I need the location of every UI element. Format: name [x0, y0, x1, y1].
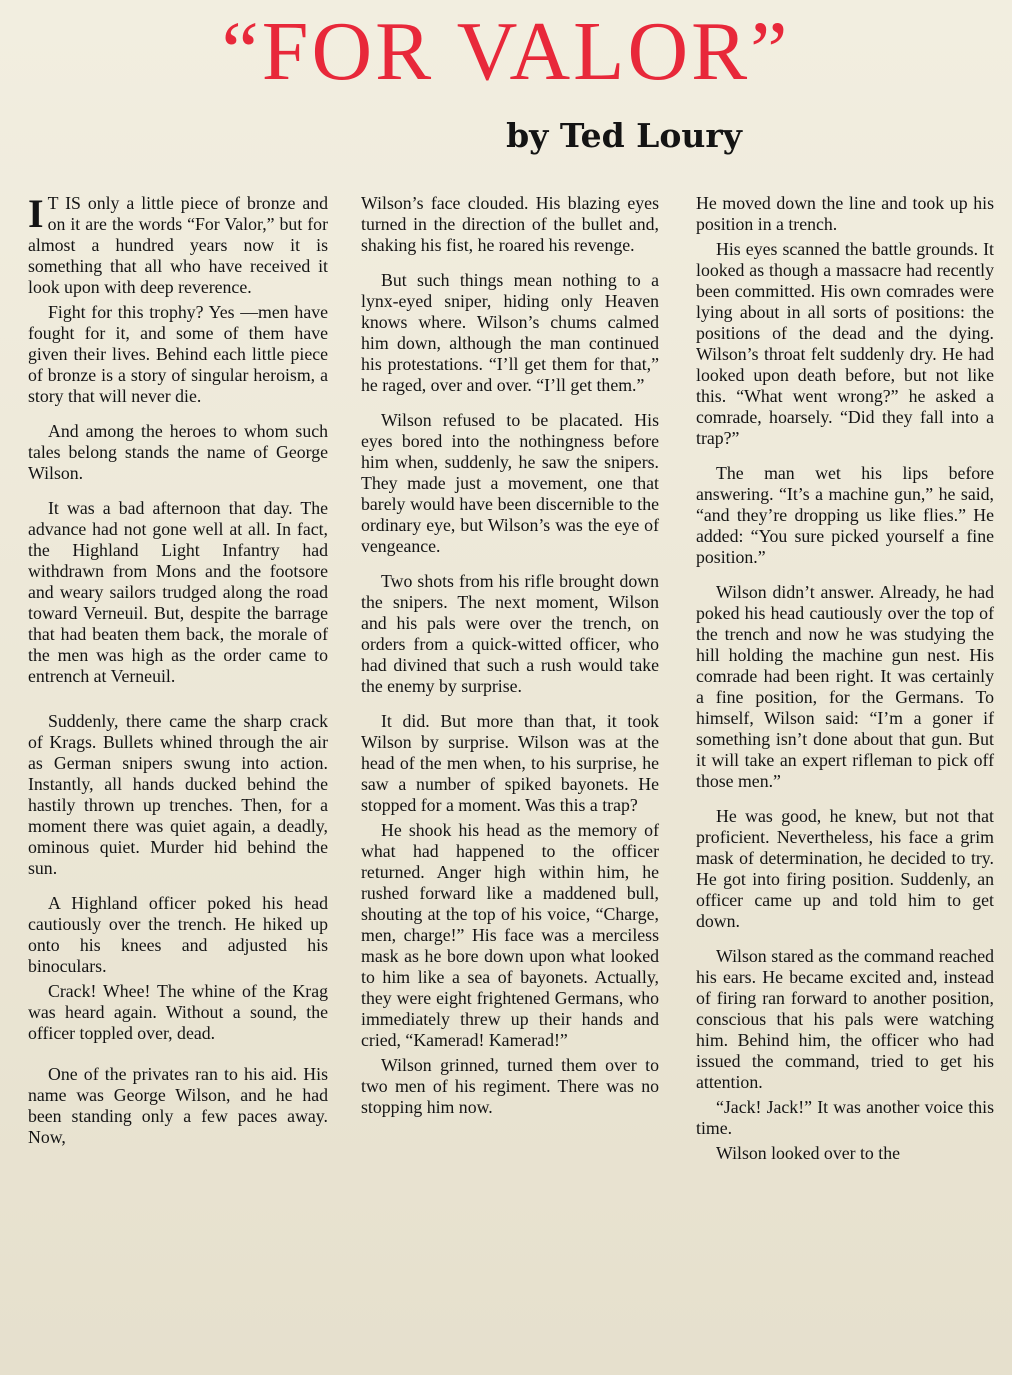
paragraph: But such things mean nothing to a lynx-eyed sniper, hiding only Heaven knows where. Wilson’s chums calmed him down, although the man continued his protestations. “I’ll get them for that,” he raged, over and over. “I’ll get them.” — [361, 270, 659, 395]
paragraph: Wilson grinned, turned them over to two men of his regiment. There was no stopping him now. — [361, 1055, 659, 1117]
paragraph: The man wet his lips before answering. “It’s a machine gun,” he said, “and they’re dropping us like flies.” He added: “You sure picked yourself a fine position.” — [696, 463, 994, 567]
drop-cap: I — [28, 191, 44, 236]
paragraph-text: T IS only a little piece of bronze and on it are the words “For Valor,” but for almost a hundred years now it is something that all who have received it look upon with deep reverence. — [28, 193, 328, 297]
paragraph: Wilson stared as the command reached his ears. He became excited and, instead of firing ran forward to another position, conscious that his pals were watching him. Behind him, the officer who had issued the command, tried to get his attention. — [696, 946, 994, 1092]
paragraph: It was a bad afternoon that day. The advance had not gone well at all. In fact, the Highland Light Infantry had withdrawn from Mons and the footsore and weary sailors trudged along the road toward Verneuil. But, despite the barrage that had beaten them back, the morale of the men was high as the order came to entrench at Verneuil. — [28, 498, 328, 686]
paragraph: Wilson looked over to the — [716, 1143, 900, 1163]
paragraph: A Highland officer poked his head cautiously over the trench. He hiked up onto his knees and adjusted his binoculars. — [28, 893, 328, 976]
paragraph: He was good, he knew, but not that proficient. Nevertheless, his face a grim mask of determination, he decided to try. He got into firing position. Suddenly, an officer came up and told him to get down. — [696, 806, 994, 931]
paragraph: Wilson’s face clouded. His blazing eyes turned in the direction of the bullet and, shaking his fist, he roared his revenge. — [361, 193, 659, 255]
paragraph: He moved down the line and took up his position in a trench. — [696, 193, 994, 234]
text-column-1 — [28, 193, 328, 1152]
paragraph: One of the privates ran to his aid. His name was George Wilson, and he had been standing only a few paces away. Now, — [28, 1064, 328, 1147]
paragraph: Wilson didn’t answer. Already, he had poked his head cautiously over the top of the trench and now he was studying the hill holding the machine gun nest. His comrade had been right. It was certainly a fine position, for the Germans. To himself, Wilson said: “I’m a goner if something isn’t done about that gun. But it will take an expert rifleman to pick off those men.” — [696, 582, 994, 791]
paragraph: Two shots from his rifle brought down the snipers. The next moment, Wilson and his pals were over the trench, on orders from a quick-witted officer, who had divined that such a rush would take the enemy by surprise. — [361, 571, 659, 696]
paragraph — [28, 193, 328, 298]
paragraph: Fight for this trophy? Yes —men have fought for it, and some of them have given their lives. Behind each little piece of bronze is a story of singular heroism, a story that will never die. — [28, 302, 328, 406]
article-title: “FOR VALOR” — [221, 5, 791, 98]
paragraph: And among the heroes to whom such tales belong stands the name of George Wilson. — [28, 421, 328, 483]
paragraph: He shook his head as the memory of what had happened to the officer returned. Anger high within him, he rushed forward like a maddened bull, shouting at the top of his voice, “Charge, men, charge!” His face was a merciless mask as he bore down upon what looked to him like a sea of bayonets. Actually, they were eight frightened Germans, who immediately threw up their hands and cried, “Kamerad! Kamerad!” — [361, 820, 659, 1050]
article-byline: by Ted Loury — [506, 116, 742, 155]
paragraph: Crack! Whee! The whine of the Krag was heard again. Without a sound, the officer toppled over, dead. — [28, 981, 328, 1043]
paragraph: Wilson refused to be placated. His eyes bored into the nothingness before him when, suddenly, he saw the snipers. They made just a movement, one that barely would have been discernible to the ordinary eye, but Wilson’s was the eye of vengeance. — [361, 410, 659, 556]
paragraph: Suddenly, there came the sharp crack of Krags. Bullets whined through the air as German snipers swung into action. Instantly, all hands ducked behind the hastily thrown up trenches. Then, for a moment there was quiet again, a deadly, ominous quiet. Murder hid behind the sun. — [28, 711, 328, 878]
paragraph: His eyes scanned the battle grounds. It looked as though a massacre had recently been committed. His own comrades were lying about in all sorts of positions: the positions of the dead and the dying. Wilson’s throat felt suddenly dry. He had looked upon death before, but not like this. “What went wrong?” he asked a comrade, hoarsely. “Did they fall into a trap?” — [696, 239, 994, 448]
paragraph: “Jack! Jack!” It was another voice this time. — [696, 1097, 994, 1138]
text-column-3 — [696, 193, 994, 1168]
text-column-2 — [361, 193, 659, 1122]
paragraph: It did. But more than that, it took Wilson by surprise. Wilson was at the head of the men when, to his surprise, he saw a number of spiked bayonets. He stopped for a moment. Was this a trap? — [361, 711, 659, 815]
